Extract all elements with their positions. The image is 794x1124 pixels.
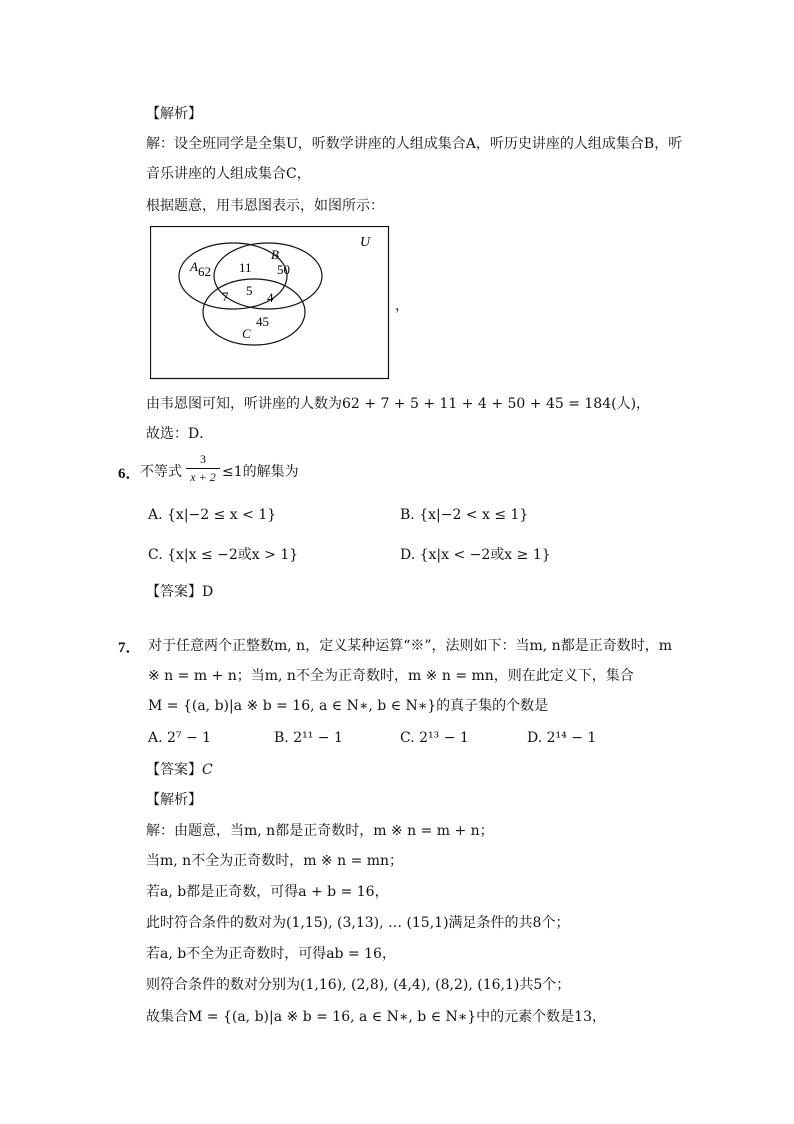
region-b-only: 50: [277, 262, 290, 277]
solution-line: 故选：D．: [146, 426, 214, 442]
fraction-numerator: 3: [200, 452, 206, 466]
option-c: C. {x|x ≤ −2或x > 1}: [148, 547, 299, 563]
region-bc: 4: [267, 290, 274, 305]
set-b-label: B: [271, 247, 279, 262]
solution-line: 当m, n不全为正奇数时，m ※ n = mn；: [146, 853, 404, 869]
solution-line: 由韦恩图可知，听讲座的人数为62 + 7 + 5 + 11 + 4 + 50 + 45 = 184(人)，: [146, 396, 651, 412]
trailing-comma: ，: [395, 298, 409, 314]
question-stem: ※ n = m + n；当m, n不全为正奇数时，m ※ n = mn，则在此定义下，集合: [148, 668, 634, 684]
question-number: 6．: [118, 466, 141, 482]
solution-line: 故集合M = {(a, b)|a ※ b = 16, a ∈ N∗, b ∈ N∗}中的元素个数是13，: [146, 1009, 606, 1025]
option-a: A. {x|−2 ≤ x < 1}: [148, 507, 277, 523]
solution-line: 解：设全班同学是全集U，听数学讲座的人组成集合A，听历史讲座的人组成集合B，听: [146, 136, 683, 152]
answer-line: [146, 760, 213, 780]
option-c: C. 2¹³ − 1: [400, 730, 469, 746]
answer-line: [146, 582, 213, 602]
analysis-label: 【解析】: [146, 792, 202, 808]
solution-line: 根据题意，用韦恩图表示，如图所示：: [146, 198, 384, 214]
answer-value: D: [202, 584, 214, 600]
answer-label: 【答案】: [146, 762, 202, 778]
question-stem: M = {(a, b)|a ※ b = 16, a ∈ N∗, b ∈ N∗}的真子集的个数是: [148, 698, 549, 714]
solution-line: 则符合条件的数对分别为(1,16), (2,8), (4,4), (8,2), (16,1)共5个；: [146, 977, 571, 993]
solution-line: 解：由题意，当m, n都是正奇数时，m ※ n = m + n；: [146, 823, 494, 839]
fraction-denominator: x + 2: [190, 470, 216, 484]
fraction: [186, 452, 220, 485]
set-c-label: C: [242, 326, 251, 341]
answer-label: 【答案】: [146, 584, 202, 600]
option-b: B. {x|−2 < x ≤ 1}: [400, 507, 529, 523]
option-b: B. 2¹¹ − 1: [274, 730, 343, 746]
region-ab: 11: [239, 260, 252, 275]
solution-line: 音乐讲座的人组成集合C，: [146, 166, 311, 182]
venn-diagram: [150, 226, 390, 380]
answer-value: C: [202, 762, 213, 778]
region-a-only: 62: [198, 264, 211, 279]
region-c-only: 45: [256, 314, 269, 329]
question-stem: ≤1的解集为: [222, 464, 299, 480]
option-d: D. 2¹⁴ − 1: [527, 730, 597, 746]
question-stem: 对于任意两个正整数m, n，定义某种运算“※”，法则如下：当m, n都是正奇数时，m: [148, 638, 672, 654]
region-abc: 5: [246, 283, 253, 298]
question-stem: 不等式: [140, 464, 182, 480]
solution-line: 若a, b不全为正奇数时，可得ab = 16，: [146, 946, 396, 962]
question-number: 7．: [118, 640, 141, 656]
solution-line: 若a, b都是正奇数，可得a + b = 16，: [146, 884, 389, 900]
option-a: A. 2⁷ − 1: [148, 730, 212, 746]
set-c-ellipse: [203, 279, 305, 345]
analysis-label: 【解析】: [146, 106, 202, 122]
solution-line: 此时符合条件的数对为(1,15), (3,13), … (15,1)满足条件的共8个；: [146, 915, 570, 931]
set-a-label: A: [190, 259, 198, 274]
region-ac: 7: [222, 289, 229, 304]
universe-label: U: [360, 235, 371, 250]
option-d: D. {x|x < −2或x ≥ 1}: [400, 547, 551, 563]
